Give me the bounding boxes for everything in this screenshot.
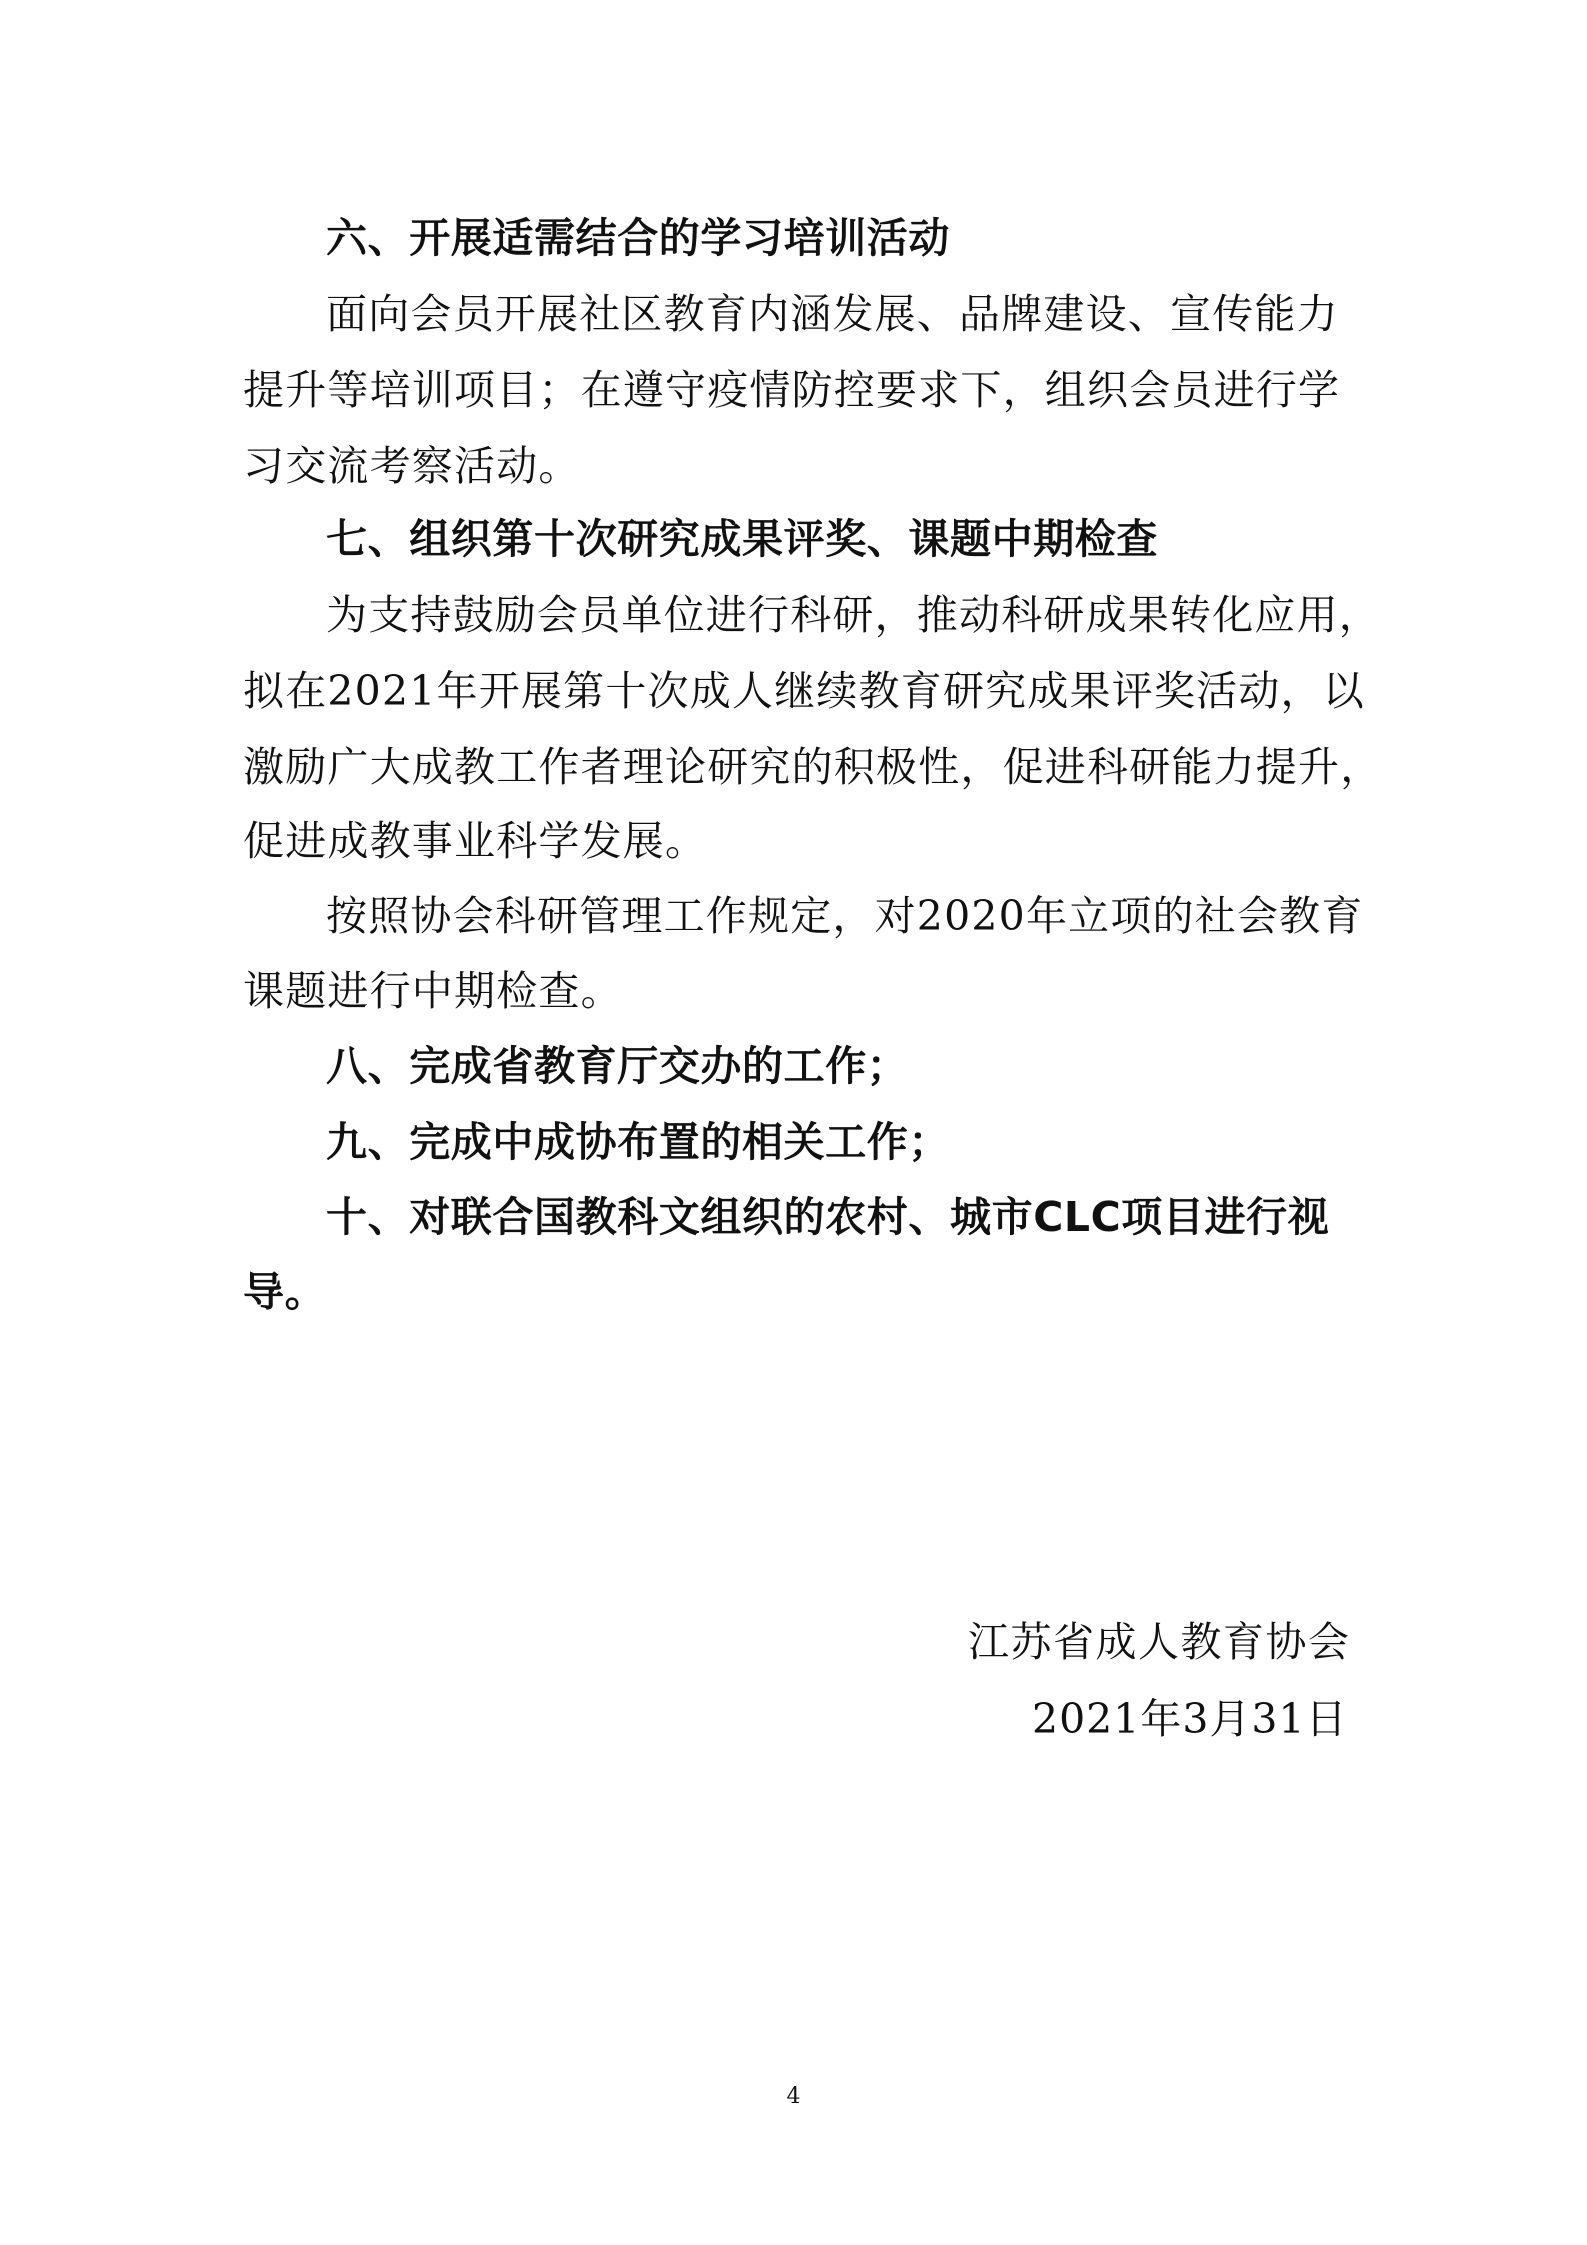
section-10-heading: 十、对联合国教科文组织的农村、城市CLC项目进行视 xyxy=(326,1193,1330,1241)
section-7-paragraph-line: 按照协会科研管理工作规定，对2020年立项的社会教育 xyxy=(326,892,1364,940)
section-7-heading: 七、组织第十次研究成果评奖、课题中期检查 xyxy=(326,515,1158,563)
section-6-paragraph-line: 习交流考察活动。 xyxy=(243,442,581,490)
section-6-paragraph-line: 提升等培训项目；在遵守疫情防控要求下，组织会员进行学 xyxy=(243,366,1341,414)
section-9-heading: 九、完成中成协布置的相关工作； xyxy=(326,1118,950,1166)
section-7-paragraph-line: 拟在2021年开展第十次成人继续教育研究成果评奖活动，以 xyxy=(243,667,1365,715)
signature-organization: 江苏省成人教育协会 xyxy=(968,1618,1351,1666)
section-7-paragraph-line: 激励广大成教工作者理论研究的积极性，促进科研能力提升， xyxy=(243,743,1383,791)
section-8-heading: 八、完成省教育厅交办的工作； xyxy=(326,1042,909,1090)
section-7-paragraph-line: 促进成教事业科学发展。 xyxy=(243,817,708,865)
section-10-heading-continuation: 导。 xyxy=(243,1268,327,1316)
signature-date: 2021年3月31日 xyxy=(1032,1695,1348,1743)
section-6-paragraph-line: 面向会员开展社区教育内涵发展、品牌建设、宣传能力 xyxy=(326,290,1339,338)
section-6-heading: 六、开展适需结合的学习培训活动 xyxy=(326,214,950,262)
page-number: 4 xyxy=(786,2084,801,2109)
section-7-paragraph-line: 课题进行中期检查。 xyxy=(243,967,623,1015)
section-7-paragraph-line: 为支持鼓励会员单位进行科研，推动科研成果转化应用， xyxy=(326,591,1381,639)
